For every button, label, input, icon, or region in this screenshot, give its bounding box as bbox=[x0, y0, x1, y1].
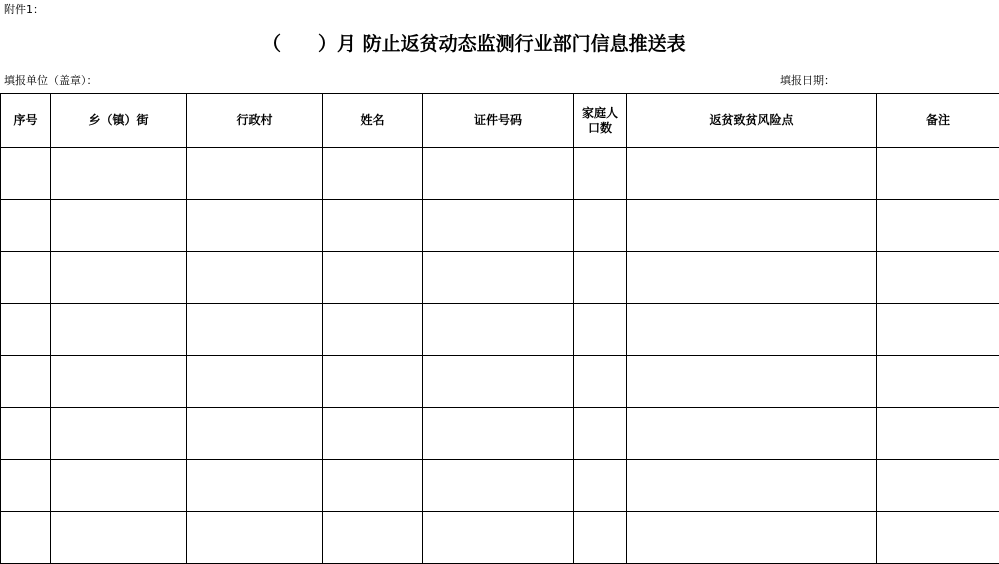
table-cell[interactable] bbox=[323, 200, 423, 252]
table-cell[interactable] bbox=[877, 460, 999, 512]
table-cell[interactable] bbox=[187, 304, 323, 356]
table-cell[interactable] bbox=[423, 200, 574, 252]
table-cell[interactable] bbox=[877, 200, 999, 252]
header-id-number: 证件号码 bbox=[423, 94, 574, 148]
table-row bbox=[1, 200, 999, 252]
table-cell[interactable] bbox=[187, 356, 323, 408]
table-cell[interactable] bbox=[51, 148, 187, 200]
header-village: 行政村 bbox=[187, 94, 323, 148]
table-cell[interactable] bbox=[574, 356, 627, 408]
table-cell[interactable] bbox=[51, 200, 187, 252]
table-cell[interactable] bbox=[877, 304, 999, 356]
table-cell[interactable] bbox=[187, 460, 323, 512]
table-row bbox=[1, 356, 999, 408]
table-cell[interactable] bbox=[1, 304, 51, 356]
table-cell[interactable] bbox=[323, 148, 423, 200]
table-row bbox=[1, 304, 999, 356]
header-township: 乡（镇）街 bbox=[51, 94, 187, 148]
table-cell[interactable] bbox=[574, 252, 627, 304]
table-cell[interactable] bbox=[423, 148, 574, 200]
table-cell[interactable] bbox=[187, 408, 323, 460]
table-cell[interactable] bbox=[627, 148, 877, 200]
table-cell[interactable] bbox=[423, 356, 574, 408]
header-household-size: 家庭人口数 bbox=[574, 94, 627, 148]
table-cell[interactable] bbox=[1, 200, 51, 252]
table-cell[interactable] bbox=[627, 200, 877, 252]
fill-date-label: 填报日期： bbox=[780, 74, 835, 88]
table-cell[interactable] bbox=[323, 356, 423, 408]
table-cell[interactable] bbox=[627, 512, 877, 564]
report-table bbox=[0, 93, 999, 564]
table-cell[interactable] bbox=[1, 512, 51, 564]
table-cell[interactable] bbox=[877, 148, 999, 200]
table-cell[interactable] bbox=[1, 460, 51, 512]
table-cell[interactable] bbox=[1, 148, 51, 200]
table-cell[interactable] bbox=[877, 252, 999, 304]
table-cell[interactable] bbox=[574, 512, 627, 564]
table-cell[interactable] bbox=[323, 460, 423, 512]
table-cell[interactable] bbox=[423, 252, 574, 304]
table-cell[interactable] bbox=[187, 252, 323, 304]
header-serial-number: 序号 bbox=[1, 94, 51, 148]
table-cell[interactable] bbox=[574, 460, 627, 512]
table-cell[interactable] bbox=[1, 252, 51, 304]
fill-unit-label: 填报单位（盖章）： bbox=[4, 74, 98, 88]
table-cell[interactable] bbox=[187, 148, 323, 200]
table-cell[interactable] bbox=[323, 252, 423, 304]
table-cell[interactable] bbox=[423, 512, 574, 564]
table-cell[interactable] bbox=[627, 408, 877, 460]
table-cell[interactable] bbox=[1, 356, 51, 408]
header-remarks: 备注 bbox=[877, 94, 999, 148]
table-cell[interactable] bbox=[877, 408, 999, 460]
table-cell[interactable] bbox=[187, 512, 323, 564]
table-cell[interactable] bbox=[187, 200, 323, 252]
attachment-label: 附件1： bbox=[4, 3, 44, 16]
table-cell[interactable] bbox=[423, 304, 574, 356]
title-paren-open: （ bbox=[262, 30, 281, 58]
table-cell[interactable] bbox=[574, 408, 627, 460]
table-cell[interactable] bbox=[574, 148, 627, 200]
table-row bbox=[1, 148, 999, 200]
table-cell[interactable] bbox=[51, 356, 187, 408]
page-title bbox=[0, 30, 999, 58]
table-cell[interactable] bbox=[877, 356, 999, 408]
table-cell[interactable] bbox=[574, 200, 627, 252]
table-cell[interactable] bbox=[51, 460, 187, 512]
table-row bbox=[1, 408, 999, 460]
table-cell[interactable] bbox=[627, 460, 877, 512]
table-cell[interactable] bbox=[574, 304, 627, 356]
table-header-row bbox=[1, 94, 999, 148]
table-cell[interactable] bbox=[51, 304, 187, 356]
table-cell[interactable] bbox=[51, 252, 187, 304]
table-cell[interactable] bbox=[627, 304, 877, 356]
table-cell[interactable] bbox=[323, 304, 423, 356]
title-text: ）月 防止返贫动态监测行业部门信息推送表 bbox=[318, 30, 686, 58]
header-risk-point: 返贫致贫风险点 bbox=[627, 94, 877, 148]
table-cell[interactable] bbox=[423, 408, 574, 460]
table-cell[interactable] bbox=[877, 512, 999, 564]
table-cell[interactable] bbox=[1, 408, 51, 460]
table-row bbox=[1, 252, 999, 304]
table-row bbox=[1, 512, 999, 564]
table-cell[interactable] bbox=[627, 356, 877, 408]
table-cell[interactable] bbox=[627, 252, 877, 304]
header-name: 姓名 bbox=[323, 94, 423, 148]
table-cell[interactable] bbox=[423, 460, 574, 512]
table-cell[interactable] bbox=[323, 512, 423, 564]
table-row bbox=[1, 460, 999, 512]
table-cell[interactable] bbox=[323, 408, 423, 460]
table-cell[interactable] bbox=[51, 408, 187, 460]
table-body bbox=[1, 148, 999, 564]
table-cell[interactable] bbox=[51, 512, 187, 564]
